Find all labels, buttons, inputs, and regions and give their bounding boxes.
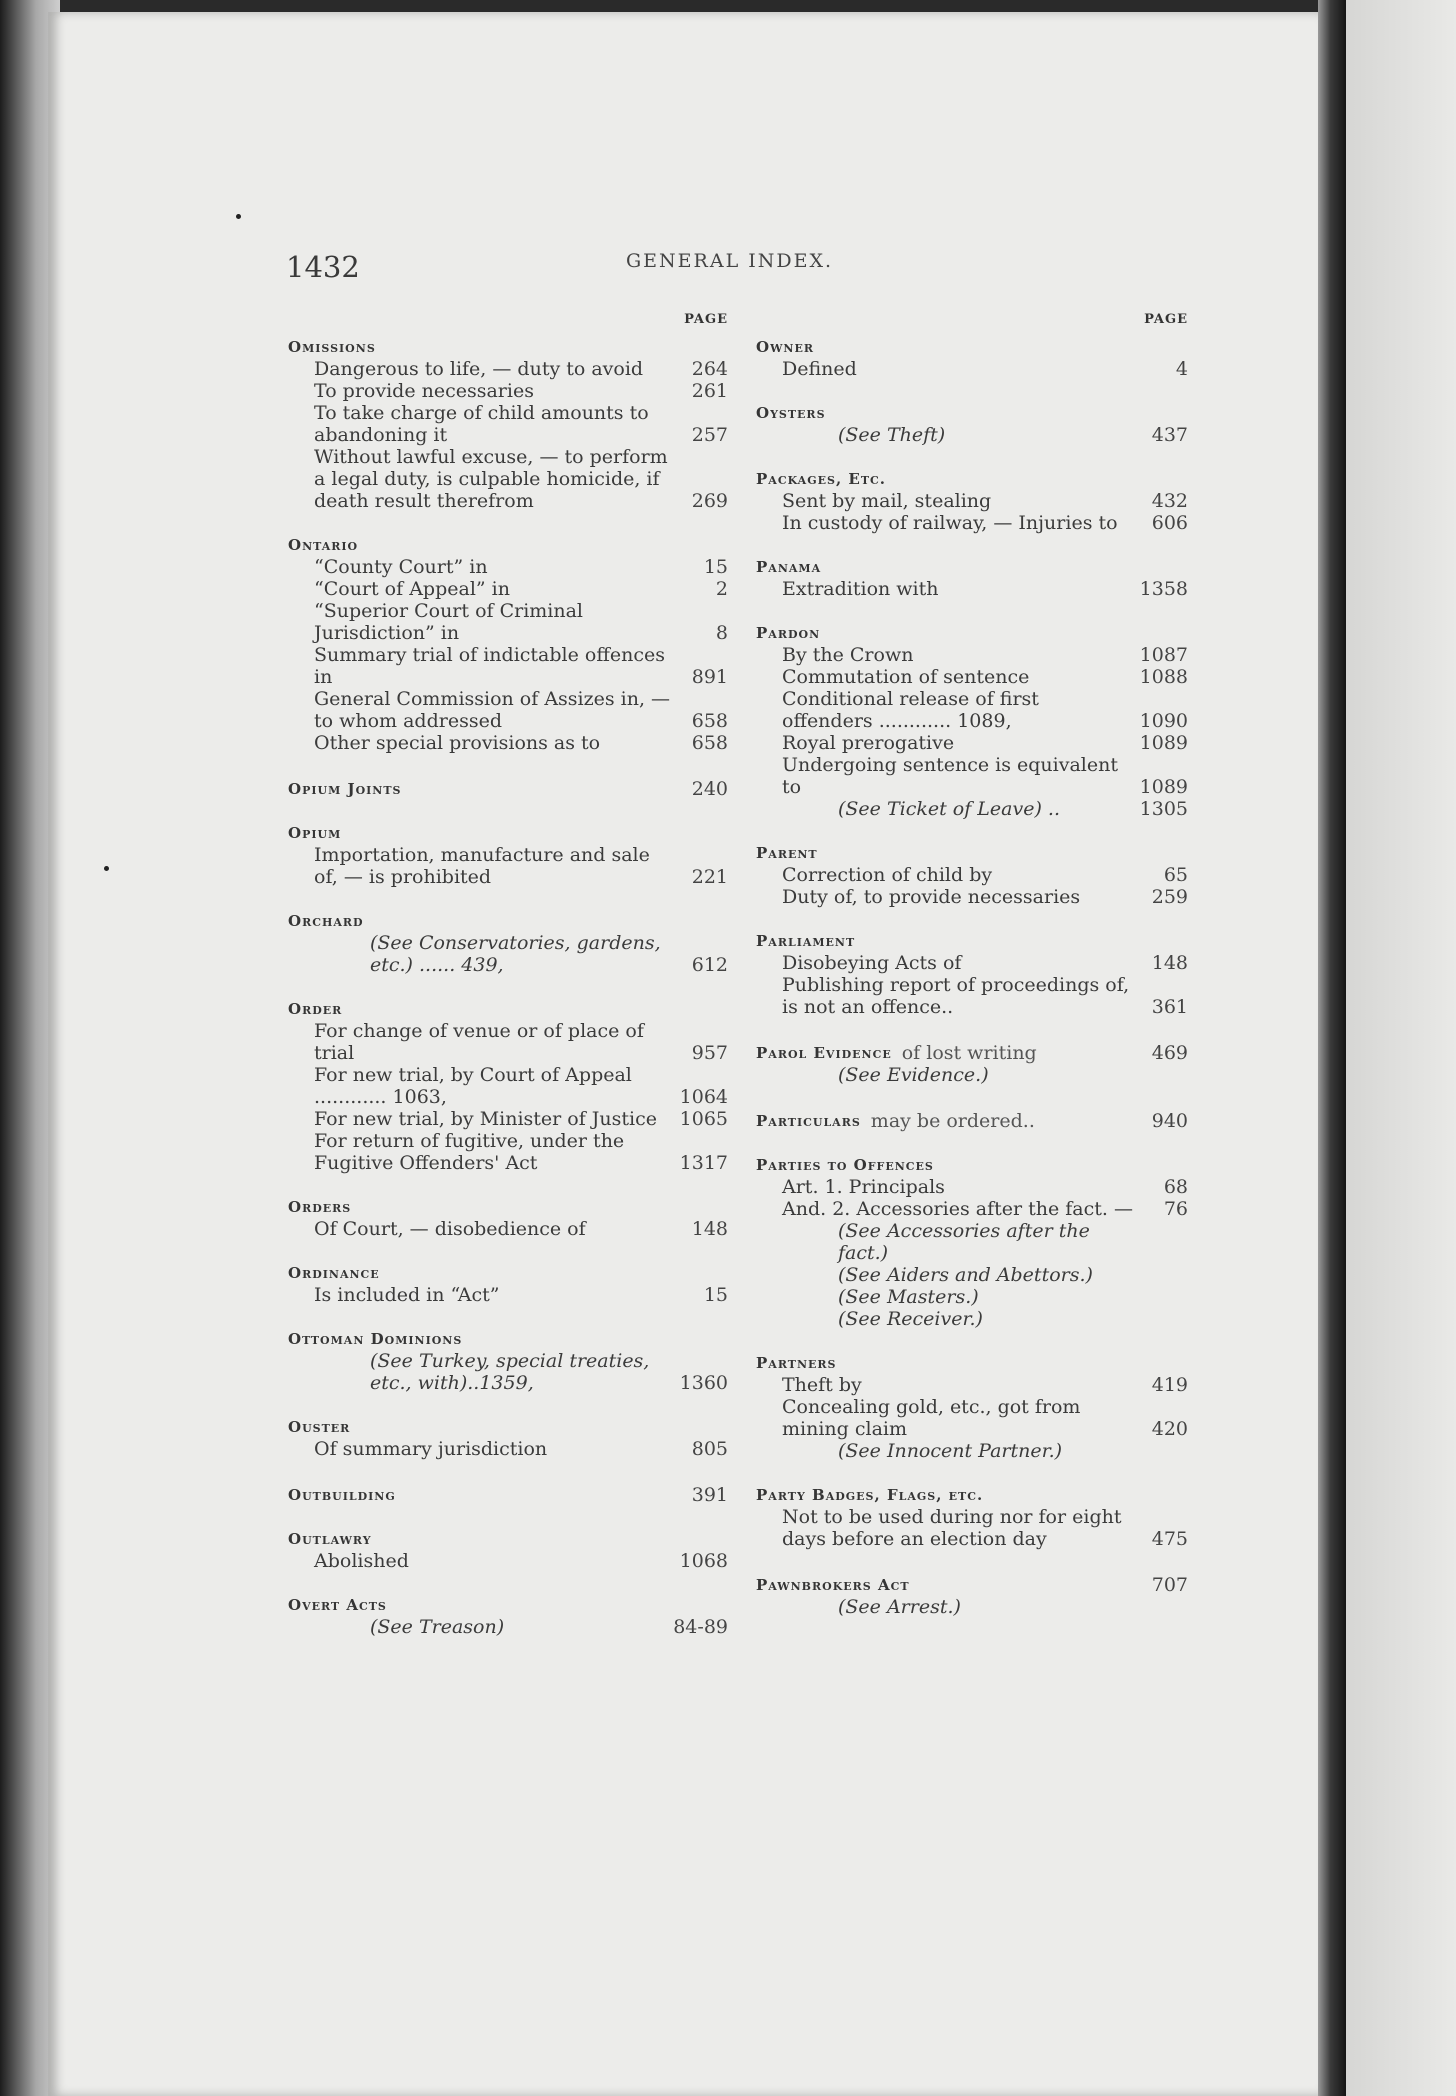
- page-reference: 1065: [679, 1108, 728, 1130]
- subentry-text: Of summary jurisdiction: [314, 1438, 548, 1460]
- index-entry: [756, 1042, 1188, 1086]
- page-reference: 1089: [1139, 776, 1188, 798]
- subentry-text: For new trial, by Court of Appeal ............ 1063,: [314, 1064, 632, 1108]
- page-reference: 221: [691, 866, 728, 888]
- left-index-column: [288, 312, 728, 1662]
- index-subentry: [288, 1130, 728, 1174]
- page-reference: 148: [691, 1218, 728, 1240]
- subentry-text: Summary trial of indictable offences in: [314, 644, 665, 688]
- index-term: Outlawry: [288, 1530, 372, 1548]
- page-reference: 419: [1151, 1374, 1188, 1396]
- page-reference: 420: [1151, 1418, 1188, 1440]
- index-term: Party Badges, Flags, etc.: [756, 1486, 984, 1504]
- index-subentry: [756, 688, 1188, 732]
- subentry-text: Is included in “Act”: [314, 1284, 500, 1306]
- page-reference: 264: [691, 358, 728, 380]
- subentry-text: Correction of child by: [782, 864, 993, 886]
- page-reference: 1088: [1139, 666, 1188, 688]
- ink-speck: [236, 214, 241, 219]
- subentry-text: (See Ticket of Leave) ..: [838, 798, 1060, 820]
- index-subentry: [756, 974, 1188, 1018]
- cross-reference: [288, 1350, 728, 1394]
- index-term: Ottoman Dominions: [288, 1330, 463, 1348]
- subentry-text: (See Evidence.): [838, 1064, 989, 1086]
- index-subentry: [756, 732, 1188, 754]
- subentry-text: (See Turkey, special treaties, etc., with)..1359,: [370, 1350, 650, 1394]
- page-reference: 148: [1151, 952, 1188, 974]
- index-entry: [756, 1110, 1188, 1132]
- page-reference: 612: [691, 954, 728, 976]
- subentry-text: “Court of Appeal” in: [314, 578, 510, 600]
- index-entry-row: [288, 1484, 728, 1506]
- index-subentry: [756, 666, 1188, 688]
- index-subentry: [756, 754, 1188, 798]
- index-entry: [756, 404, 1188, 446]
- index-term: Orders: [288, 1198, 352, 1216]
- subentry-text: Extradition with: [782, 578, 939, 600]
- page-reference: 1360: [679, 1372, 728, 1394]
- index-entry-row: [288, 778, 728, 800]
- subentry-text: (See Aiders and Abettors.): [838, 1264, 1093, 1286]
- index-entry: [756, 470, 1188, 534]
- page-reference: 658: [691, 732, 728, 754]
- page-column-heading: PAGE: [684, 312, 728, 327]
- right-index-column: [756, 312, 1188, 1642]
- subentry-text: To take charge of child amounts to abandoning it: [314, 402, 649, 446]
- subentry-text: To provide necessaries: [314, 380, 534, 402]
- page-reference: 4: [1175, 358, 1188, 380]
- index-term-note: of lost writing: [901, 1042, 1037, 1064]
- cross-reference: [756, 1596, 1188, 1618]
- subentry-text: (See Accessories after the fact.): [838, 1220, 1090, 1264]
- page-reference: 257: [691, 424, 728, 446]
- index-term: Pardon: [756, 624, 821, 642]
- index-subentry: [288, 1438, 728, 1460]
- page-reference: 1087: [1139, 644, 1188, 666]
- index-subentry: [288, 1064, 728, 1108]
- subentry-text: Not to be used during nor for eight days before an election day: [782, 1506, 1122, 1550]
- index-entry: [288, 1530, 728, 1572]
- page-reference: 65: [1163, 864, 1188, 886]
- page-reference: 261: [691, 380, 728, 402]
- page-reference: 240: [691, 778, 728, 800]
- subentry-text: Of Court, — disobedience of: [314, 1218, 586, 1240]
- page-number: 1432: [286, 250, 360, 284]
- index-subentry: [756, 1198, 1188, 1220]
- index-entry: [756, 844, 1188, 908]
- page-reference: 259: [1151, 886, 1188, 908]
- index-entry: [756, 558, 1188, 600]
- cross-reference: [288, 1616, 728, 1638]
- index-entry: [288, 778, 728, 800]
- cross-reference: [756, 1286, 1188, 1308]
- subentry-text: For return of fugitive, under the Fugitive Offenders' Act: [314, 1130, 625, 1174]
- page-reference: 8: [715, 622, 728, 644]
- subentry-text: Conditional release of first offenders ............ 1089,: [782, 688, 1039, 732]
- index-subentry: [288, 1108, 728, 1130]
- index-subentry: [288, 578, 728, 600]
- index-subentry: [756, 578, 1188, 600]
- index-entry: [288, 1418, 728, 1460]
- index-entry: [288, 536, 728, 754]
- subentry-text: Importation, manufacture and sale of, — is prohibited: [314, 844, 650, 888]
- subentry-text: “Superior Court of Criminal Jurisdiction” in: [314, 600, 584, 644]
- subentry-text: (See Conservatories, gardens, etc.) ...... 439,: [370, 932, 661, 976]
- subentry-text: Sent by mail, stealing: [782, 490, 992, 512]
- index-term: Oysters: [756, 404, 826, 422]
- index-term: Particulars: [756, 1112, 861, 1130]
- page-reference: 391: [691, 1484, 728, 1506]
- index-subentry: [288, 1550, 728, 1572]
- subentry-text: (See Innocent Partner.): [838, 1440, 1063, 1462]
- subentry-text: General Commission of Assizes in, — to whom addressed: [314, 688, 671, 732]
- page-column-heading: PAGE: [1144, 312, 1188, 327]
- index-term-note: may be ordered..: [870, 1110, 1035, 1132]
- index-subentry: [756, 512, 1188, 534]
- page-reference: 891: [691, 666, 728, 688]
- subentry-text: (See Treason): [370, 1616, 505, 1638]
- page-reference: 84-89: [673, 1616, 728, 1638]
- page-reference: 1089: [1139, 732, 1188, 754]
- subentry-text: Abolished: [314, 1550, 409, 1572]
- page-reference: 1305: [1139, 798, 1188, 820]
- index-term: Owner: [756, 338, 815, 356]
- index-subentry: [288, 600, 728, 644]
- index-subentry: [756, 644, 1188, 666]
- subentry-text: Theft by: [782, 1374, 862, 1396]
- book-spine: [1318, 0, 1346, 2096]
- index-entry: [288, 912, 728, 976]
- page-reference: 2: [715, 578, 728, 600]
- index-subentry: [288, 644, 728, 688]
- page-reference: 940: [1151, 1110, 1188, 1132]
- index-subentry: [756, 358, 1188, 380]
- index-entry: [288, 1596, 728, 1638]
- index-entry: [288, 338, 728, 512]
- index-entry: [288, 1484, 728, 1506]
- index-term: Orchard: [288, 912, 364, 930]
- subentry-text: For new trial, by Minister of Justice: [314, 1108, 658, 1130]
- index-term: Overt Acts: [288, 1596, 387, 1614]
- index-subentry: [288, 844, 728, 888]
- page-reference: 1090: [1139, 710, 1188, 732]
- index-term: Panama: [756, 558, 822, 576]
- subentry-text: (See Masters.): [838, 1286, 979, 1308]
- page-reference: 76: [1163, 1198, 1188, 1220]
- cross-reference: [756, 1440, 1188, 1462]
- index-subentry: [288, 1218, 728, 1240]
- index-subentry: [756, 1506, 1188, 1550]
- index-entry: [288, 1264, 728, 1306]
- index-term: Order: [288, 1000, 343, 1018]
- page-reference: 469: [1151, 1042, 1188, 1064]
- page-reference: 15: [703, 1284, 728, 1306]
- index-term: Partners: [756, 1354, 837, 1372]
- running-title: GENERAL INDEX.: [626, 250, 834, 272]
- page-reference: 707: [1151, 1574, 1188, 1596]
- index-subentry: [756, 864, 1188, 886]
- cross-reference: [756, 424, 1188, 446]
- page-reference: 805: [691, 1438, 728, 1460]
- index-subentry: [288, 380, 728, 402]
- index-entry: [756, 1574, 1188, 1618]
- page-reference: 1068: [679, 1550, 728, 1572]
- index-entry: [756, 1486, 1188, 1550]
- subentry-text: Duty of, to provide necessaries: [782, 886, 1081, 908]
- subentry-text: And. 2. Accessories after the fact. —: [782, 1198, 1133, 1220]
- page-reference: 269: [691, 490, 728, 512]
- index-entry-row: [756, 1042, 1188, 1064]
- cross-reference: [756, 1264, 1188, 1286]
- subentry-text: By the Crown: [782, 644, 914, 666]
- ink-speck: [104, 866, 109, 871]
- index-subentry: [288, 732, 728, 754]
- cross-reference: [756, 798, 1188, 820]
- cross-reference: [288, 932, 728, 976]
- index-entry: [288, 1330, 728, 1394]
- index-subentry: [756, 490, 1188, 512]
- subentry-text: Art. 1. Principals: [782, 1176, 945, 1198]
- index-term: Opium: [288, 824, 342, 842]
- page-reference: 658: [691, 710, 728, 732]
- subentry-text: (See Receiver.): [838, 1308, 983, 1330]
- cross-reference: [756, 1064, 1188, 1086]
- index-term: Ouster: [288, 1418, 351, 1436]
- subentry-text: (See Theft): [838, 424, 946, 446]
- index-entry: [756, 624, 1188, 820]
- index-subentry: [756, 1374, 1188, 1396]
- index-term: Pawnbrokers Act: [756, 1576, 910, 1594]
- subentry-text: Defined: [782, 358, 857, 380]
- subentry-text: “County Court” in: [314, 556, 488, 578]
- page-reference: 15: [703, 556, 728, 578]
- subentry-text: Dangerous to life, — duty to avoid: [314, 358, 644, 380]
- index-entry: [756, 338, 1188, 380]
- index-subentry: [288, 1020, 728, 1064]
- index-term: Outbuilding: [288, 1486, 396, 1504]
- index-subentry: [756, 886, 1188, 908]
- index-entry: [288, 1000, 728, 1174]
- page-reference: 432: [1151, 490, 1188, 512]
- subentry-text: Undergoing sentence is equivalent to: [782, 754, 1118, 798]
- subentry-text: In custody of railway, — Injuries to: [782, 512, 1118, 534]
- cross-reference: [756, 1308, 1188, 1330]
- page-reference: 1064: [679, 1086, 728, 1108]
- index-subentry: [288, 446, 728, 512]
- index-term: Parol Evidence: [756, 1044, 892, 1062]
- page-reference: 361: [1151, 996, 1188, 1018]
- page-reference: 1317: [679, 1152, 728, 1174]
- index-term: Opium Joints: [288, 780, 402, 798]
- facing-page: [1346, 0, 1456, 2096]
- page-reference: 437: [1151, 424, 1188, 446]
- subentry-text: Without lawful excuse, — to perform a legal duty, is culpable homicide, if death result therefrom: [314, 446, 668, 512]
- page-reference: 606: [1151, 512, 1188, 534]
- page-reference: 68: [1163, 1176, 1188, 1198]
- index-term: Packages, Etc.: [756, 470, 886, 488]
- page-reference: 475: [1151, 1528, 1188, 1550]
- subentry-text: For change of venue or of place of trial: [314, 1020, 644, 1064]
- index-entry: [288, 824, 728, 888]
- index-entry: [756, 1354, 1188, 1462]
- index-entry-row: [756, 1574, 1188, 1596]
- index-entry-row: [756, 1110, 1188, 1132]
- index-subentry: [288, 688, 728, 732]
- index-entry: [756, 1156, 1188, 1330]
- index-subentry: [288, 402, 728, 446]
- index-term: Parent: [756, 844, 818, 862]
- subentry-text: Concealing gold, etc., got from mining claim: [782, 1396, 1081, 1440]
- subentry-text: Commutation of sentence: [782, 666, 1030, 688]
- subentry-text: (See Arrest.): [838, 1596, 961, 1618]
- cross-reference: [756, 1220, 1188, 1264]
- subentry-text: Royal prerogative: [782, 732, 955, 754]
- index-subentry: [756, 1396, 1188, 1440]
- index-entry: [756, 932, 1188, 1018]
- index-subentry: [288, 358, 728, 380]
- subentry-text: Disobeying Acts of: [782, 952, 962, 974]
- page-reference: 1358: [1139, 578, 1188, 600]
- index-subentry: [288, 556, 728, 578]
- index-term: Parties to Offences: [756, 1156, 934, 1174]
- index-term: Ordinance: [288, 1264, 380, 1282]
- subentry-text: Other special provisions as to: [314, 732, 601, 754]
- page-reference: 957: [691, 1042, 728, 1064]
- index-entry: [288, 1198, 728, 1240]
- index-term: Parliament: [756, 932, 856, 950]
- index-subentry: [288, 1284, 728, 1306]
- index-subentry: [756, 1176, 1188, 1198]
- subentry-text: Publishing report of proceedings of, is not an offence..: [782, 974, 1130, 1018]
- index-term: Ontario: [288, 536, 359, 554]
- index-term: Omissions: [288, 338, 376, 356]
- index-subentry: [756, 952, 1188, 974]
